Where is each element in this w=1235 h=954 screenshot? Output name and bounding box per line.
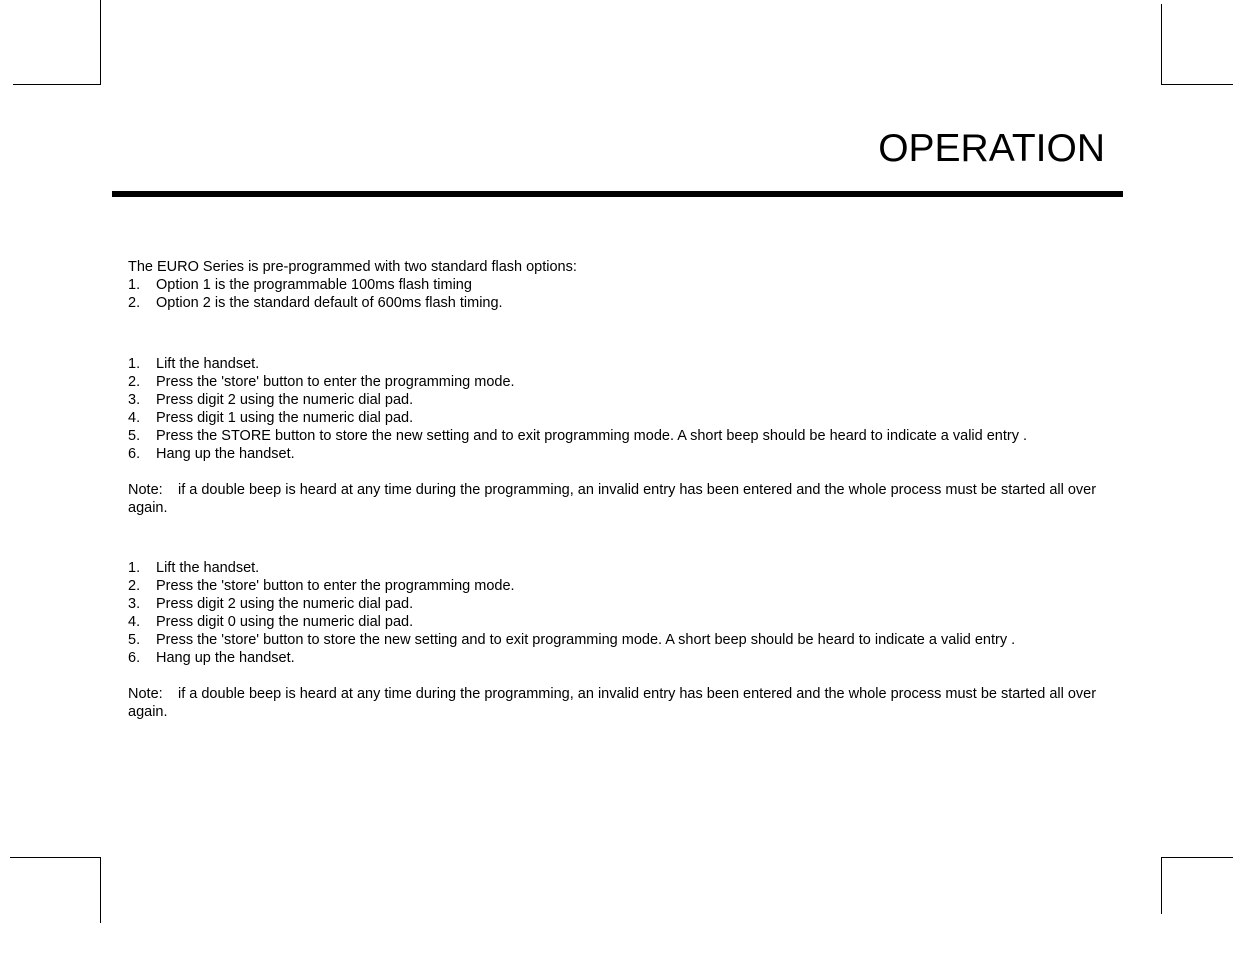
step-number: 4. xyxy=(128,410,141,426)
crop-mark-top-left-horizontal xyxy=(13,84,101,85)
step-number: 6. xyxy=(128,446,141,462)
note-text: if a double beep is heard at any time during the programming, an invalid entry has been entered and the whole process must be started all over again. xyxy=(128,482,1097,516)
step-text: Hang up the handset. xyxy=(156,650,295,666)
list-number: 1. xyxy=(128,277,141,293)
step-text: Press the 'store' button to store the new setting and to exit programming mode. A short beep should be heard to indicate a valid entry . xyxy=(156,632,1016,648)
step-text: Press digit 0 using the numeric dial pad. xyxy=(156,614,414,630)
step-item xyxy=(128,355,1103,373)
step-item xyxy=(128,391,1103,409)
step-number: 4. xyxy=(128,614,141,630)
crop-mark-top-right-vertical xyxy=(1161,4,1162,84)
step-item xyxy=(128,631,1103,649)
step-number: 6. xyxy=(128,650,141,666)
step-number: 1. xyxy=(128,356,141,372)
step-item xyxy=(128,373,1103,391)
crop-mark-bottom-left-horizontal xyxy=(10,857,101,858)
list-item xyxy=(128,294,1103,312)
step-number: 5. xyxy=(128,428,141,444)
procedure-2 xyxy=(128,559,1103,721)
step-text: Press the STORE button to store the new setting and to exit programming mode. A short beep should be heard to indicate a valid entry . xyxy=(156,428,1028,444)
list-number: 2. xyxy=(128,295,141,311)
step-text: Lift the handset. xyxy=(156,356,260,372)
intro-lead: The EURO Series is pre-programmed with two standard flash options: xyxy=(128,259,577,275)
step-number: 2. xyxy=(128,374,141,390)
step-item xyxy=(128,577,1103,595)
step-item xyxy=(128,595,1103,613)
step-item xyxy=(128,559,1103,577)
list-text: Option 2 is the standard default of 600ms flash timing. xyxy=(156,295,503,311)
page-title: OPERATION xyxy=(878,127,1105,170)
intro-section xyxy=(128,258,1103,312)
step-text: Lift the handset. xyxy=(156,560,260,576)
note-2 xyxy=(128,685,1103,721)
step-text: Hang up the handset. xyxy=(156,446,295,462)
step-text: Press the 'store' button to enter the programming mode. xyxy=(156,578,515,594)
note-text: if a double beep is heard at any time during the programming, an invalid entry has been entered and the whole process must be started all over again. xyxy=(128,686,1097,720)
step-item xyxy=(128,649,1103,667)
step-number: 3. xyxy=(128,596,141,612)
note-label: Note: xyxy=(128,686,163,702)
crop-mark-bottom-right-vertical xyxy=(1161,857,1162,914)
step-text: Press digit 2 using the numeric dial pad. xyxy=(156,596,414,612)
note-label: Note: xyxy=(128,482,163,498)
procedure-1 xyxy=(128,355,1103,517)
step-text: Press digit 2 using the numeric dial pad. xyxy=(156,392,414,408)
crop-mark-top-right-horizontal xyxy=(1161,84,1233,85)
title-rule xyxy=(112,191,1123,197)
crop-mark-top-left-vertical xyxy=(100,0,101,84)
step-number: 5. xyxy=(128,632,141,648)
step-item xyxy=(128,445,1103,463)
step-text: Press digit 1 using the numeric dial pad. xyxy=(156,410,414,426)
list-text: Option 1 is the programmable 100ms flash timing xyxy=(156,277,472,293)
crop-mark-bottom-right-horizontal xyxy=(1161,857,1233,858)
crop-mark-bottom-left-vertical xyxy=(100,857,101,923)
step-number: 3. xyxy=(128,392,141,408)
step-text: Press the 'store' button to enter the programming mode. xyxy=(156,374,515,390)
step-number: 2. xyxy=(128,578,141,594)
list-item xyxy=(128,276,1103,294)
step-number: 1. xyxy=(128,560,141,576)
step-item xyxy=(128,409,1103,427)
note-1 xyxy=(128,481,1103,517)
step-item xyxy=(128,613,1103,631)
step-item xyxy=(128,427,1103,445)
